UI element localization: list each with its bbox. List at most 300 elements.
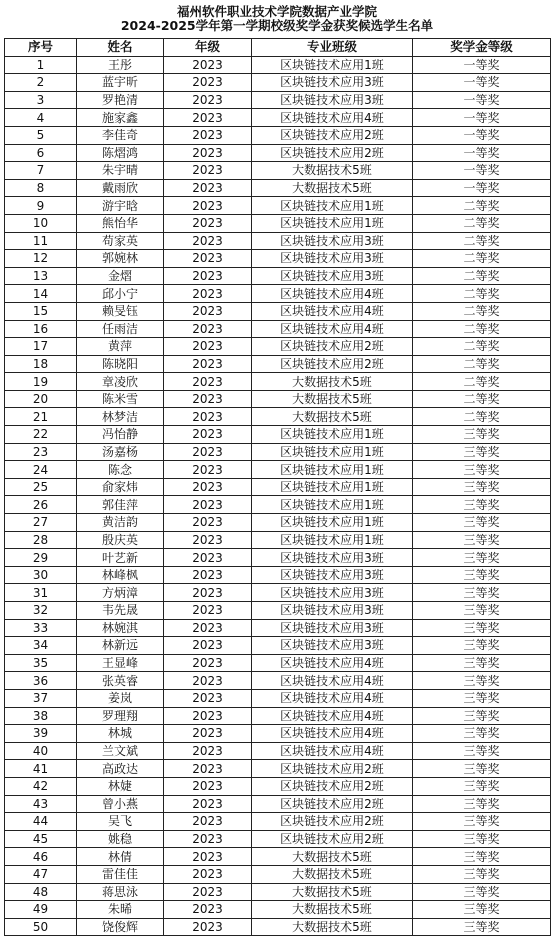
table-row (5, 689, 551, 707)
cell-grade: 2023 (164, 338, 252, 356)
cell-name: 李佳奇 (77, 126, 164, 144)
cell-name: 林城 (77, 725, 164, 743)
cell-scholarship-level: 三等奖 (413, 531, 551, 549)
cell-grade: 2023 (164, 179, 252, 197)
cell-major-class: 区块链技术应用3班 (252, 232, 413, 250)
cell-scholarship-level: 三等奖 (413, 777, 551, 795)
cell-index: 41 (5, 760, 77, 778)
cell-scholarship-level: 三等奖 (413, 426, 551, 444)
cell-grade: 2023 (164, 302, 252, 320)
cell-name: 朱宇晴 (77, 162, 164, 180)
table-row (5, 426, 551, 444)
cell-name: 饶俊辉 (77, 918, 164, 936)
cell-name: 叶艺新 (77, 549, 164, 567)
table-row (5, 408, 551, 426)
table-row (5, 355, 551, 373)
cell-index: 47 (5, 865, 77, 883)
cell-major-class: 区块链技术应用4班 (252, 109, 413, 127)
cell-index: 16 (5, 320, 77, 338)
cell-name: 陈晓阳 (77, 355, 164, 373)
cell-grade: 2023 (164, 267, 252, 285)
cell-name: 黄萍 (77, 338, 164, 356)
cell-name: 韦先晟 (77, 602, 164, 620)
cell-major-class: 大数据技术5班 (252, 390, 413, 408)
table-row (5, 478, 551, 496)
cell-major-class: 大数据技术5班 (252, 918, 413, 936)
table-row (5, 584, 551, 602)
cell-name: 熊怡华 (77, 214, 164, 232)
cell-major-class: 区块链技术应用1班 (252, 478, 413, 496)
cell-scholarship-level: 二等奖 (413, 214, 551, 232)
cell-name: 金熠 (77, 267, 164, 285)
cell-major-class: 大数据技术5班 (252, 865, 413, 883)
cell-scholarship-level: 三等奖 (413, 654, 551, 672)
cell-major-class: 区块链技术应用3班 (252, 584, 413, 602)
cell-name: 高政达 (77, 760, 164, 778)
title-line-1: 福州软件职业技术学院数据产业学院 (176, 4, 377, 19)
cell-grade: 2023 (164, 566, 252, 584)
cell-index: 26 (5, 496, 77, 514)
cell-scholarship-level: 三等奖 (413, 813, 551, 831)
cell-index: 5 (5, 126, 77, 144)
cell-name: 黄洁韵 (77, 514, 164, 532)
cell-grade: 2023 (164, 478, 252, 496)
cell-index: 24 (5, 461, 77, 479)
cell-major-class: 区块链技术应用4班 (252, 689, 413, 707)
cell-scholarship-level: 二等奖 (413, 390, 551, 408)
cell-grade: 2023 (164, 56, 252, 74)
cell-grade: 2023 (164, 144, 252, 162)
cell-major-class: 区块链技术应用1班 (252, 214, 413, 232)
cell-name: 王彤 (77, 56, 164, 74)
table-row (5, 302, 551, 320)
table-row (5, 214, 551, 232)
cell-index: 21 (5, 408, 77, 426)
cell-scholarship-level: 三等奖 (413, 918, 551, 936)
cell-grade: 2023 (164, 426, 252, 444)
table-row (5, 883, 551, 901)
cell-major-class: 大数据技术5班 (252, 179, 413, 197)
cell-grade: 2023 (164, 901, 252, 919)
cell-grade: 2023 (164, 707, 252, 725)
table-row (5, 232, 551, 250)
cell-index: 40 (5, 742, 77, 760)
table-row (5, 197, 551, 215)
document-title (0, 0, 554, 33)
cell-index: 29 (5, 549, 77, 567)
cell-index: 12 (5, 250, 77, 268)
cell-index: 48 (5, 883, 77, 901)
cell-name: 罗理翔 (77, 707, 164, 725)
cell-index: 9 (5, 197, 77, 215)
cell-grade: 2023 (164, 496, 252, 514)
cell-grade: 2023 (164, 408, 252, 426)
cell-major-class: 大数据技术5班 (252, 162, 413, 180)
cell-scholarship-level: 三等奖 (413, 549, 551, 567)
cell-name: 林梦洁 (77, 408, 164, 426)
cell-name: 苟家英 (77, 232, 164, 250)
cell-index: 46 (5, 848, 77, 866)
cell-name: 兰文斌 (77, 742, 164, 760)
cell-major-class: 区块链技术应用2班 (252, 144, 413, 162)
cell-name: 陈米雪 (77, 390, 164, 408)
cell-grade: 2023 (164, 443, 252, 461)
cell-grade: 2023 (164, 109, 252, 127)
table-row (5, 654, 551, 672)
cell-index: 1 (5, 56, 77, 74)
cell-name: 姚稳 (77, 830, 164, 848)
cell-index: 7 (5, 162, 77, 180)
cell-scholarship-level: 二等奖 (413, 373, 551, 391)
cell-name: 林婕 (77, 777, 164, 795)
cell-grade: 2023 (164, 883, 252, 901)
table-row (5, 795, 551, 813)
cell-name: 俞家炜 (77, 478, 164, 496)
cell-major-class: 大数据技术5班 (252, 848, 413, 866)
cell-scholarship-level: 三等奖 (413, 584, 551, 602)
cell-scholarship-level: 二等奖 (413, 320, 551, 338)
cell-scholarship-level: 三等奖 (413, 619, 551, 637)
table-row (5, 126, 551, 144)
cell-name: 施家鑫 (77, 109, 164, 127)
cell-name: 蓝宇昕 (77, 74, 164, 92)
cell-name: 张英睿 (77, 672, 164, 690)
cell-grade: 2023 (164, 514, 252, 532)
table-row (5, 531, 551, 549)
cell-index: 8 (5, 179, 77, 197)
cell-name: 方炳漳 (77, 584, 164, 602)
table-row (5, 637, 551, 655)
cell-scholarship-level: 二等奖 (413, 250, 551, 268)
cell-grade: 2023 (164, 355, 252, 373)
cell-major-class: 区块链技术应用4班 (252, 285, 413, 303)
table-row (5, 91, 551, 109)
cell-grade: 2023 (164, 390, 252, 408)
cell-major-class: 区块链技术应用1班 (252, 56, 413, 74)
cell-grade: 2023 (164, 865, 252, 883)
cell-major-class: 区块链技术应用2班 (252, 777, 413, 795)
cell-major-class: 区块链技术应用4班 (252, 725, 413, 743)
cell-grade: 2023 (164, 214, 252, 232)
cell-scholarship-level: 三等奖 (413, 725, 551, 743)
table-row (5, 109, 551, 127)
cell-major-class: 区块链技术应用3班 (252, 267, 413, 285)
cell-major-class: 区块链技术应用3班 (252, 91, 413, 109)
cell-major-class: 大数据技术5班 (252, 373, 413, 391)
header-major-class: 专业班级 (252, 39, 413, 57)
cell-major-class: 区块链技术应用4班 (252, 654, 413, 672)
table-row (5, 901, 551, 919)
cell-scholarship-level: 三等奖 (413, 514, 551, 532)
table-row (5, 373, 551, 391)
table-row (5, 320, 551, 338)
cell-scholarship-level: 三等奖 (413, 461, 551, 479)
cell-index: 28 (5, 531, 77, 549)
cell-scholarship-level: 三等奖 (413, 496, 551, 514)
cell-scholarship-level: 三等奖 (413, 901, 551, 919)
cell-grade: 2023 (164, 74, 252, 92)
cell-grade: 2023 (164, 918, 252, 936)
cell-index: 22 (5, 426, 77, 444)
header-scholarship-level: 奖学金等级 (413, 39, 551, 57)
cell-grade: 2023 (164, 654, 252, 672)
cell-scholarship-level: 三等奖 (413, 883, 551, 901)
cell-scholarship-level: 三等奖 (413, 478, 551, 496)
table-row (5, 390, 551, 408)
cell-scholarship-level: 一等奖 (413, 74, 551, 92)
cell-major-class: 区块链技术应用4班 (252, 672, 413, 690)
cell-major-class: 区块链技术应用4班 (252, 707, 413, 725)
cell-scholarship-level: 一等奖 (413, 91, 551, 109)
cell-scholarship-level: 一等奖 (413, 109, 551, 127)
cell-index: 32 (5, 602, 77, 620)
cell-name: 任雨洁 (77, 320, 164, 338)
cell-scholarship-level: 三等奖 (413, 602, 551, 620)
cell-major-class: 区块链技术应用2班 (252, 760, 413, 778)
cell-major-class: 大数据技术5班 (252, 883, 413, 901)
cell-scholarship-level: 三等奖 (413, 865, 551, 883)
cell-grade: 2023 (164, 672, 252, 690)
table-row (5, 56, 551, 74)
cell-index: 18 (5, 355, 77, 373)
cell-scholarship-level: 三等奖 (413, 707, 551, 725)
cell-index: 25 (5, 478, 77, 496)
cell-scholarship-level: 二等奖 (413, 232, 551, 250)
cell-name: 蒋思泳 (77, 883, 164, 901)
cell-major-class: 区块链技术应用3班 (252, 566, 413, 584)
cell-scholarship-level: 二等奖 (413, 285, 551, 303)
cell-name: 陈念 (77, 461, 164, 479)
cell-name: 罗艳清 (77, 91, 164, 109)
cell-grade: 2023 (164, 848, 252, 866)
cell-index: 42 (5, 777, 77, 795)
cell-index: 37 (5, 689, 77, 707)
cell-name: 林新远 (77, 637, 164, 655)
cell-index: 33 (5, 619, 77, 637)
cell-index: 30 (5, 566, 77, 584)
cell-grade: 2023 (164, 197, 252, 215)
cell-name: 陈熠鸿 (77, 144, 164, 162)
cell-name: 殷庆英 (77, 531, 164, 549)
cell-major-class: 区块链技术应用1班 (252, 443, 413, 461)
cell-grade: 2023 (164, 373, 252, 391)
cell-scholarship-level: 三等奖 (413, 760, 551, 778)
cell-major-class: 区块链技术应用3班 (252, 250, 413, 268)
header-name: 姓名 (77, 39, 164, 57)
cell-scholarship-level: 二等奖 (413, 302, 551, 320)
cell-name: 邱小宁 (77, 285, 164, 303)
cell-grade: 2023 (164, 637, 252, 655)
cell-name: 吴飞 (77, 813, 164, 831)
cell-scholarship-level: 三等奖 (413, 566, 551, 584)
cell-scholarship-level: 二等奖 (413, 355, 551, 373)
cell-major-class: 区块链技术应用1班 (252, 531, 413, 549)
table-row (5, 848, 551, 866)
cell-index: 15 (5, 302, 77, 320)
table-body (5, 56, 551, 936)
cell-index: 19 (5, 373, 77, 391)
cell-index: 38 (5, 707, 77, 725)
cell-grade: 2023 (164, 725, 252, 743)
cell-major-class: 区块链技术应用2班 (252, 126, 413, 144)
cell-major-class: 区块链技术应用1班 (252, 461, 413, 479)
cell-grade: 2023 (164, 549, 252, 567)
cell-grade: 2023 (164, 742, 252, 760)
cell-name: 林倩 (77, 848, 164, 866)
cell-index: 44 (5, 813, 77, 831)
table-row (5, 144, 551, 162)
cell-name: 游宇晗 (77, 197, 164, 215)
cell-major-class: 区块链技术应用3班 (252, 619, 413, 637)
cell-major-class: 区块链技术应用3班 (252, 637, 413, 655)
table-row (5, 549, 551, 567)
cell-grade: 2023 (164, 91, 252, 109)
cell-index: 4 (5, 109, 77, 127)
cell-grade: 2023 (164, 777, 252, 795)
cell-grade: 2023 (164, 162, 252, 180)
candidate-table (4, 38, 551, 936)
table-row (5, 461, 551, 479)
table-row (5, 602, 551, 620)
cell-scholarship-level: 三等奖 (413, 795, 551, 813)
cell-grade: 2023 (164, 461, 252, 479)
table-row (5, 619, 551, 637)
cell-index: 34 (5, 637, 77, 655)
cell-name: 戴雨欣 (77, 179, 164, 197)
cell-scholarship-level: 一等奖 (413, 126, 551, 144)
cell-name: 汤嘉杨 (77, 443, 164, 461)
cell-index: 11 (5, 232, 77, 250)
table-row (5, 777, 551, 795)
cell-name: 章凌欣 (77, 373, 164, 391)
cell-grade: 2023 (164, 232, 252, 250)
table-row (5, 285, 551, 303)
table-row (5, 830, 551, 848)
cell-grade: 2023 (164, 830, 252, 848)
title-line-2: 2024-2025学年第一学期校级奖学金获奖候选学生名单 (120, 18, 434, 33)
table-row (5, 813, 551, 831)
table-row (5, 443, 551, 461)
cell-scholarship-level: 二等奖 (413, 197, 551, 215)
table-row (5, 742, 551, 760)
table-row (5, 250, 551, 268)
cell-index: 13 (5, 267, 77, 285)
cell-scholarship-level: 三等奖 (413, 830, 551, 848)
cell-index: 3 (5, 91, 77, 109)
cell-grade: 2023 (164, 285, 252, 303)
cell-major-class: 区块链技术应用1班 (252, 496, 413, 514)
cell-name: 王显峰 (77, 654, 164, 672)
cell-name: 林峰枫 (77, 566, 164, 584)
cell-major-class: 区块链技术应用1班 (252, 514, 413, 532)
table-header-row (5, 39, 551, 57)
cell-name: 林婉淇 (77, 619, 164, 637)
table-row (5, 760, 551, 778)
cell-major-class: 区块链技术应用3班 (252, 602, 413, 620)
cell-scholarship-level: 一等奖 (413, 144, 551, 162)
table-row (5, 918, 551, 936)
cell-index: 20 (5, 390, 77, 408)
table-row (5, 496, 551, 514)
cell-scholarship-level: 三等奖 (413, 848, 551, 866)
cell-index: 31 (5, 584, 77, 602)
cell-major-class: 区块链技术应用3班 (252, 549, 413, 567)
cell-name: 曾小燕 (77, 795, 164, 813)
cell-index: 50 (5, 918, 77, 936)
cell-major-class: 区块链技术应用3班 (252, 74, 413, 92)
table-row (5, 725, 551, 743)
cell-index: 39 (5, 725, 77, 743)
cell-name: 姜岚 (77, 689, 164, 707)
table-row (5, 707, 551, 725)
cell-index: 43 (5, 795, 77, 813)
cell-grade: 2023 (164, 126, 252, 144)
cell-name: 郭佳萍 (77, 496, 164, 514)
cell-name: 赖旻钰 (77, 302, 164, 320)
cell-major-class: 区块链技术应用4班 (252, 320, 413, 338)
cell-grade: 2023 (164, 813, 252, 831)
cell-index: 14 (5, 285, 77, 303)
header-index: 序号 (5, 39, 77, 57)
cell-grade: 2023 (164, 760, 252, 778)
table-row (5, 267, 551, 285)
table-row (5, 865, 551, 883)
cell-major-class: 区块链技术应用2班 (252, 830, 413, 848)
cell-name: 冯怡静 (77, 426, 164, 444)
cell-major-class: 大数据技术5班 (252, 901, 413, 919)
cell-index: 49 (5, 901, 77, 919)
cell-major-class: 区块链技术应用1班 (252, 197, 413, 215)
cell-scholarship-level: 一等奖 (413, 162, 551, 180)
cell-index: 23 (5, 443, 77, 461)
table-row (5, 566, 551, 584)
cell-scholarship-level: 一等奖 (413, 179, 551, 197)
cell-name: 郭婉林 (77, 250, 164, 268)
cell-index: 45 (5, 830, 77, 848)
table-row (5, 162, 551, 180)
table-row (5, 672, 551, 690)
cell-scholarship-level: 三等奖 (413, 742, 551, 760)
cell-major-class: 大数据技术5班 (252, 408, 413, 426)
cell-major-class: 区块链技术应用4班 (252, 302, 413, 320)
cell-major-class: 区块链技术应用2班 (252, 795, 413, 813)
table-row (5, 179, 551, 197)
cell-scholarship-level: 三等奖 (413, 672, 551, 690)
cell-grade: 2023 (164, 619, 252, 637)
cell-grade: 2023 (164, 531, 252, 549)
cell-index: 36 (5, 672, 77, 690)
cell-scholarship-level: 三等奖 (413, 443, 551, 461)
table-row (5, 514, 551, 532)
cell-scholarship-level: 三等奖 (413, 689, 551, 707)
cell-index: 27 (5, 514, 77, 532)
cell-scholarship-level: 二等奖 (413, 408, 551, 426)
cell-index: 6 (5, 144, 77, 162)
table-row (5, 338, 551, 356)
cell-name: 雷佳佳 (77, 865, 164, 883)
cell-scholarship-level: 一等奖 (413, 56, 551, 74)
cell-major-class: 区块链技术应用2班 (252, 338, 413, 356)
cell-grade: 2023 (164, 250, 252, 268)
cell-grade: 2023 (164, 602, 252, 620)
cell-grade: 2023 (164, 320, 252, 338)
cell-major-class: 区块链技术应用4班 (252, 742, 413, 760)
cell-scholarship-level: 二等奖 (413, 267, 551, 285)
cell-major-class: 区块链技术应用2班 (252, 355, 413, 373)
cell-grade: 2023 (164, 584, 252, 602)
cell-index: 2 (5, 74, 77, 92)
cell-major-class: 区块链技术应用1班 (252, 426, 413, 444)
